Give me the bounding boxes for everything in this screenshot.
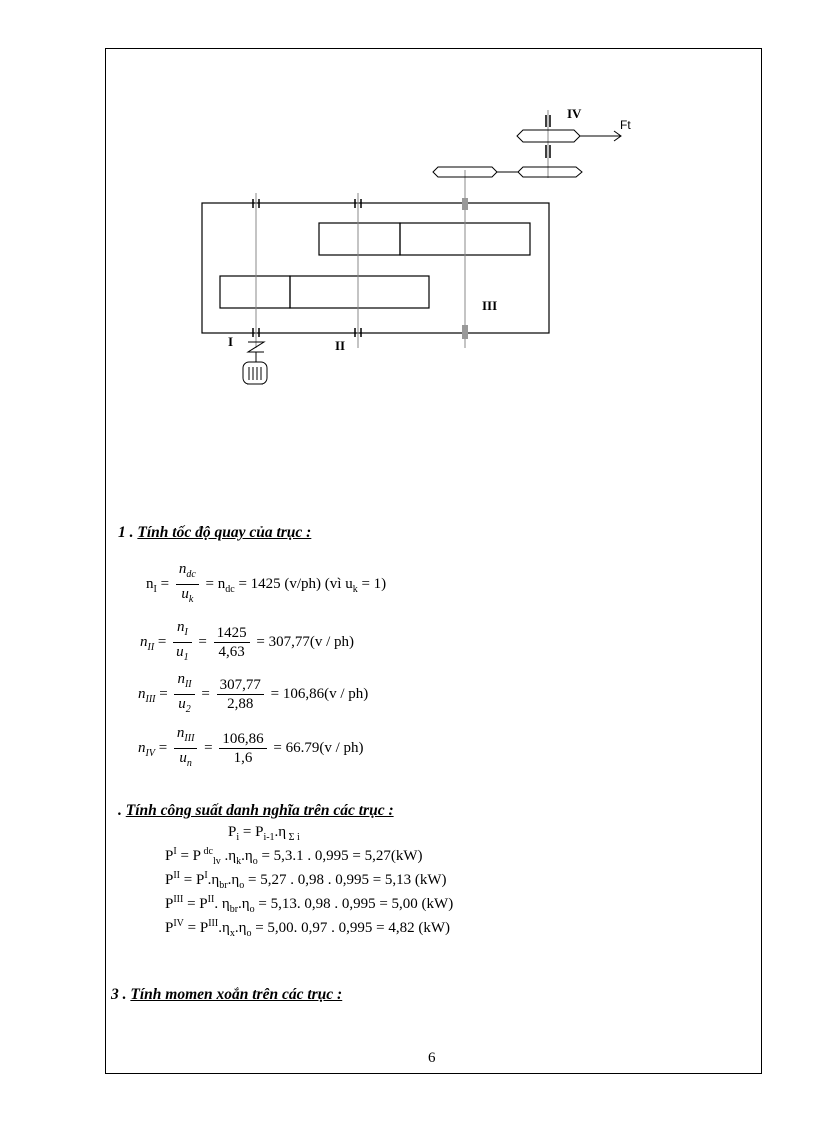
section-2-number: . [118,802,122,819]
eq-p3: $P^{III} = P^{II}$. $\eta_{br}.\eta_o = 5,13$. 0,98 . 0,995 = 5,00 (kW) [165,894,454,915]
gear-pair-upper-left [319,223,400,255]
eq-n1: $n_I$ = $\frac{n_{dc}}{u_k}$ = $n_{dc} = 1425$ (v/ph) (vì $u_k = 1$) [146,561,387,605]
section-3-number: 3 . [111,986,127,1003]
section-2-heading [118,802,394,820]
label-shaft-4: IV [567,106,582,121]
motor [243,362,267,384]
eq-p-general: $P_i = P_{i-1}.\eta$ $_{\Sigma i}$ [228,824,300,843]
section-2-title: Tính công suất danh nghĩa trên các trục : [125,802,394,819]
section-1-title: Tính tốc độ quay của trục : [137,524,312,541]
section-3-title: Tính momen xoắn trên các trục : [130,986,343,1003]
page-number: 6 [428,1050,436,1066]
eq-n4: $n_{IV}$ = $\frac{n_{III}}{u_n}$ = $\frac{106,86}{1,6}$ = 66.79(v / ph) [138,725,364,769]
eq-p2: $P^{II} = P^I.\eta_{br}.\eta_o = 5,27$ . 0,98 . 0,995 = 5,13 (kW) [165,870,447,891]
label-shaft-3: III [482,298,498,313]
section-1-number: 1 . [118,524,134,541]
gear-pair-lower-left [220,276,290,308]
section-1-heading [118,524,311,542]
eq-p1: $P^I = P$ $^{dc}_{lv}$ $.\eta_k.\eta_o = 5,3.1$ . 0,995 = 5,27(kW) [165,846,423,867]
label-shaft-2: II [335,338,346,353]
eq-n2: $n_{II}$ = $\frac{n_I}{u_1}$ = $\frac{1425}{4,63}$ = 307,77(v / ph) [140,619,354,663]
label-force: Ft [620,118,631,132]
sprocket-large [518,167,582,177]
eq-n3: $n_{III}$ = $\frac{n_{II}}{u_2}$ = $\frac{307,77}{2,88}$ = 106,86(v / ph) [138,671,369,715]
gear-pair-lower-right [290,276,429,308]
eq-p4: $P^{IV} = P^{III}.\eta_x.\eta_o = 5,00$. 0,97 . 0,995 = 4,82 (kW) [165,918,451,939]
gearbox-diagram [0,0,816,420]
label-shaft-1: I [228,334,234,349]
section-3-heading [111,986,342,1004]
